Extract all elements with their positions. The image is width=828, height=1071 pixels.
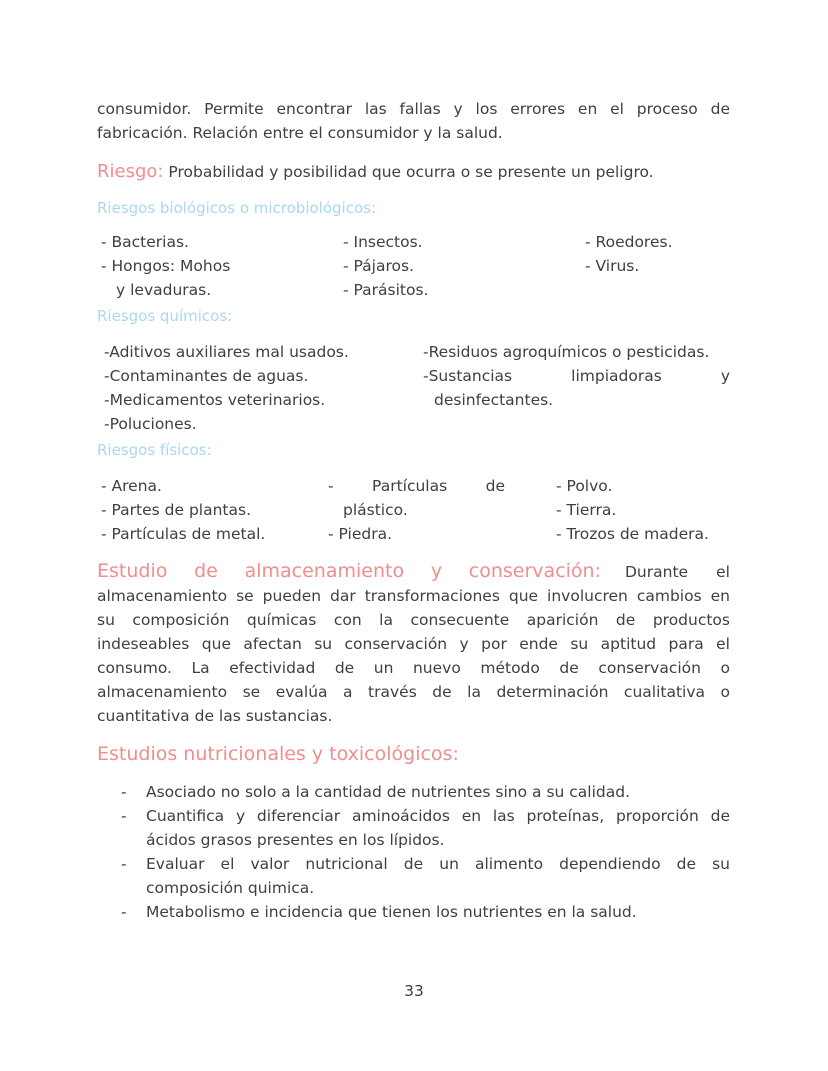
list-item: - Arena. [101,477,162,495]
almacenamiento-heading: Estudio de almacenamiento y conservación: [97,560,601,582]
list-item: y levaduras. [116,281,212,299]
biologicos-title: Riesgos biológicos o microbiológicos: [97,199,377,217]
list-item: - Piedra. [328,525,393,543]
riesgo-label: Riesgo: [97,161,164,182]
paragraph-line: su composición químicas con la consecuente aparición de productos [97,611,730,629]
list-item: Metabolismo e incidencia que tienen los nutrientes en la salud. [146,903,637,921]
list-item: - Partículas de metal. [101,525,266,543]
paragraph-line: almacenamiento se evalúa a través de la determinación cualitativa o [97,683,730,701]
list-item: Cuantifica y diferenciar aminoácidos en las proteínas, proporción de [146,807,730,825]
list-item-continued: composición quimica. [146,879,315,897]
list-item: -Aditivos auxiliares mal usados. [104,343,349,361]
paragraph-line: consumo. La efectividad de un nuevo método de conservación o [97,659,730,677]
page-content [97,97,730,921]
almacenamiento-paragraph [97,558,730,728]
intro-line-1: consumidor. Permite encontrar las fallas y los errores en el proceso de [97,100,730,118]
list-item-continued: desinfectantes. [434,391,554,409]
list-item: - Trozos de madera. [556,525,709,543]
list-item: Asociado no solo a la cantidad de nutrientes sino a su calidad. [146,783,631,801]
riesgo-text: Probabilidad y posibilidad que ocurra o se presente un peligro. [168,163,654,181]
list-item: - Pájaros. [343,257,414,275]
intro-line-2: fabricación. Relación entre el consumidor y la salud. [97,124,503,142]
list-item: - Roedores. [585,233,673,251]
list-item: - Partes de plantas. [101,501,252,519]
list-item: -Sustancias limpiadoras y [423,367,730,385]
bullet: - [121,783,127,801]
list-item: -Contaminantes de aguas. [104,367,309,385]
quimicos-title: Riesgos químicos: [97,307,233,325]
riesgo-definition [97,160,730,184]
quimicos-list [97,340,730,438]
paragraph-line: indeseables que afectan su conservación y por ende su aptitud para el [97,635,730,653]
list-item-continued: ácidos grasos presentes en los lípidos. [146,831,445,849]
bullet: - [121,903,127,921]
bullet: - [121,807,127,825]
list-item: - Partículas de [328,477,505,495]
list-item-continued: plástico. [343,501,408,519]
bullet: - [121,855,127,873]
list-item: - Insectos. [343,233,423,251]
nutricionales-heading: Estudios nutricionales y toxicológicos: [97,743,459,765]
list-item: Evaluar el valor nutricional de un alimento dependiendo de su [146,855,730,873]
fisicos-title: Riesgos físicos: [97,441,212,459]
list-item: - Virus. [585,257,640,275]
list-item: -Residuos agroquímicos o pesticidas. [423,343,710,361]
fisicos-list [97,474,730,548]
paragraph-line: almacenamiento se pueden dar transformaciones que involucren cambios en [97,587,730,605]
list-item: - Hongos: Mohos [101,257,231,275]
biologicos-list [97,230,730,304]
paragraph-line: cuantitativa de las sustancias. [97,707,333,725]
list-item: - Bacterias. [101,233,189,251]
almacenamiento-first-tail: Durante el [625,563,730,581]
page-number: 33 [404,982,424,1000]
list-item: - Parásitos. [343,281,429,299]
list-item: - Polvo. [556,477,613,495]
list-item: -Medicamentos veterinarios. [104,391,326,409]
list-item: -Poluciones. [104,415,197,433]
list-item: - Tierra. [556,501,617,519]
nutricionales-list [97,780,730,921]
